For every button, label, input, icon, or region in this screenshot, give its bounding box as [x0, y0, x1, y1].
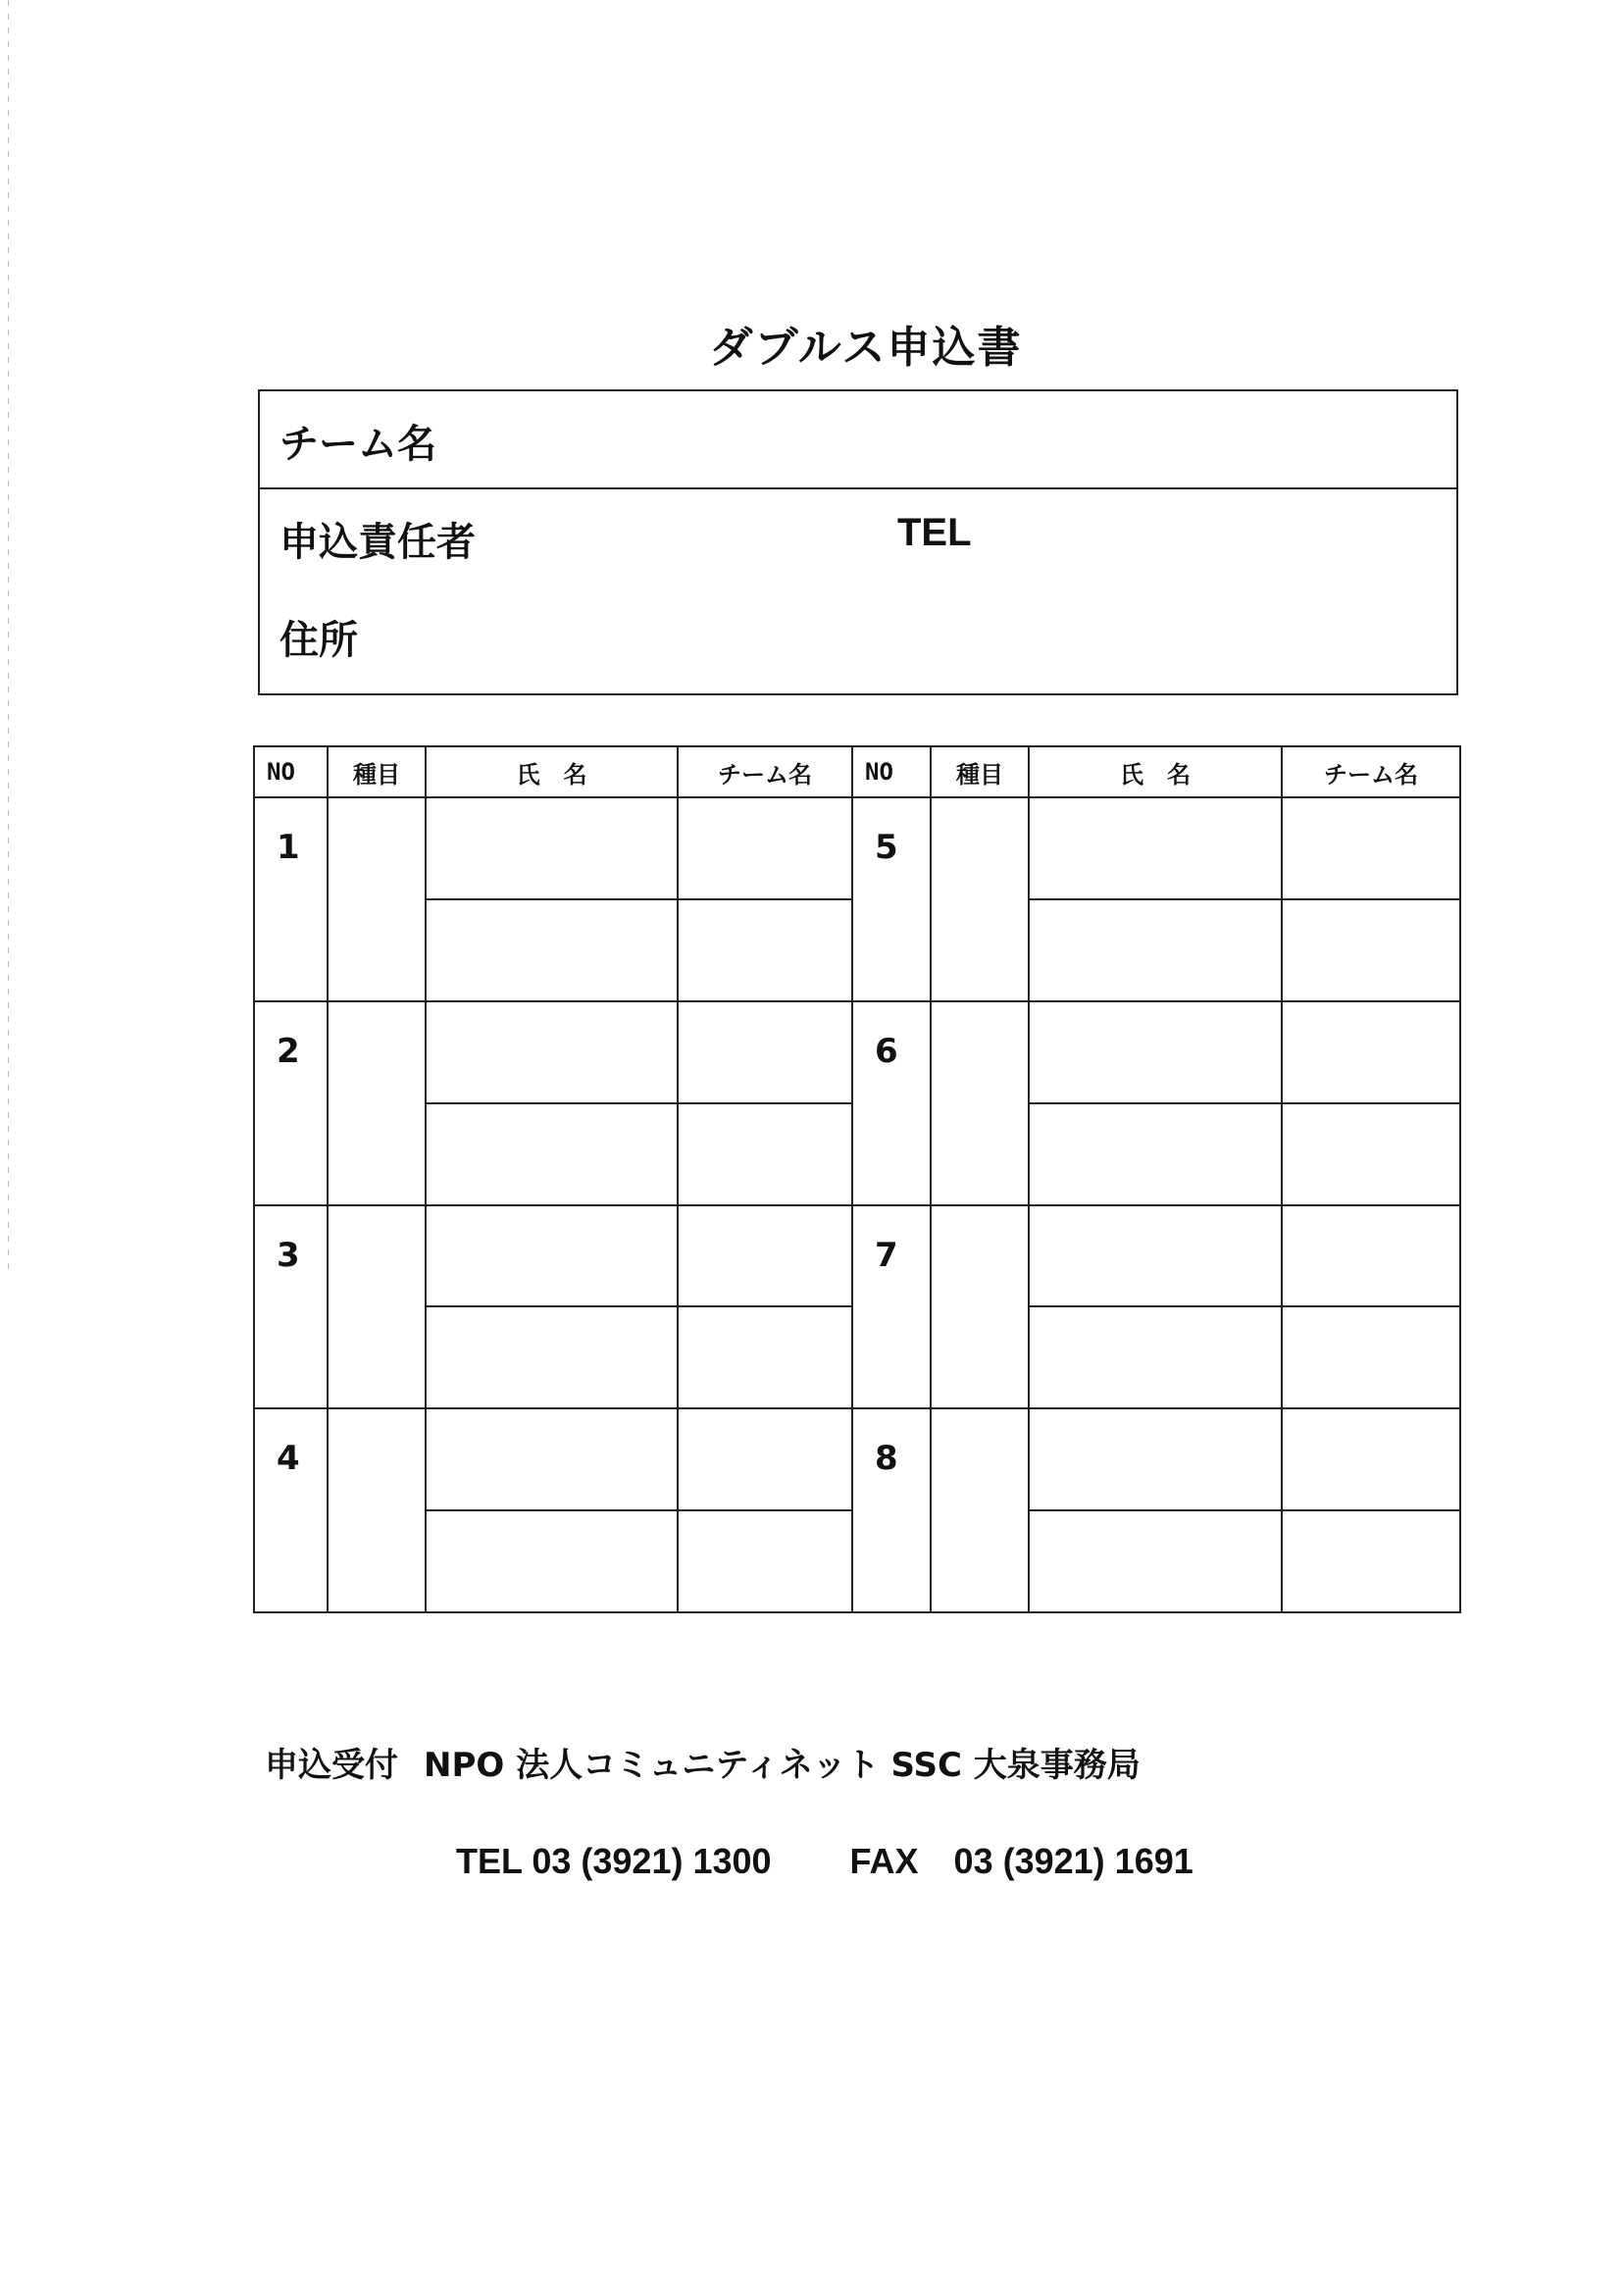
page-title: ダブルス申込書 — [709, 323, 1023, 373]
reception-label: 申込受付 — [265, 1746, 398, 1785]
team-name-label: チーム名 — [279, 422, 436, 467]
team-name-cell[interactable] — [1282, 899, 1460, 1001]
entry-number: 1 — [254, 797, 328, 1001]
entry-number: 7 — [852, 1205, 931, 1409]
team-name-cell[interactable] — [1282, 1205, 1460, 1307]
tel-number: TEL 03 (3921) 1300 — [456, 1841, 772, 1881]
table-row — [254, 1408, 1460, 1510]
player-name-cell[interactable] — [426, 797, 678, 899]
player-name-cell[interactable] — [426, 1103, 678, 1205]
event-cell[interactable] — [328, 1205, 426, 1409]
header-name: 氏 名 — [426, 746, 678, 797]
header-event: 種目 — [931, 746, 1029, 797]
header-team: チーム名 — [1282, 746, 1460, 797]
team-name-cell[interactable] — [1282, 1510, 1460, 1612]
event-cell[interactable] — [328, 1001, 426, 1205]
team-name-cell[interactable] — [1282, 1408, 1460, 1510]
header-event: 種目 — [328, 746, 426, 797]
header-name: 氏 名 — [1029, 746, 1282, 797]
team-name-cell[interactable] — [1282, 1103, 1460, 1205]
entry-number: 5 — [852, 797, 931, 1001]
table-row — [254, 797, 1460, 899]
team-name-cell[interactable] — [678, 1408, 852, 1510]
team-name-cell[interactable] — [1282, 1306, 1460, 1408]
player-name-cell[interactable] — [426, 899, 678, 1001]
player-name-cell[interactable] — [426, 1001, 678, 1103]
player-name-cell[interactable] — [426, 1510, 678, 1612]
player-name-cell[interactable] — [426, 1306, 678, 1408]
header-row — [254, 746, 1460, 797]
entry-number: 2 — [254, 1001, 328, 1205]
tel-label: TEL — [897, 511, 972, 554]
contact-line — [456, 1834, 1193, 1884]
address-label: 住所 — [279, 618, 358, 663]
player-name-cell[interactable] — [1029, 899, 1282, 1001]
player-name-cell[interactable] — [426, 1408, 678, 1510]
header-team: チーム名 — [678, 746, 852, 797]
event-cell[interactable] — [328, 1408, 426, 1612]
table-row — [254, 1001, 1460, 1103]
team-name-cell[interactable] — [678, 1001, 852, 1103]
reception-line — [265, 1738, 1141, 1786]
event-cell[interactable] — [931, 1205, 1029, 1409]
entry-number: 6 — [852, 1001, 931, 1205]
event-cell[interactable] — [328, 797, 426, 1001]
team-name-cell[interactable] — [678, 1510, 852, 1612]
event-cell[interactable] — [931, 1001, 1029, 1205]
event-cell[interactable] — [931, 1408, 1029, 1612]
player-name-cell[interactable] — [1029, 1103, 1282, 1205]
header-no: NO — [254, 746, 328, 797]
team-name-row — [260, 391, 1456, 489]
player-name-cell[interactable] — [1029, 1001, 1282, 1103]
team-name-cell[interactable] — [678, 1306, 852, 1408]
applicant-info-box — [258, 389, 1458, 695]
team-name-cell[interactable] — [678, 797, 852, 899]
player-name-cell[interactable] — [1029, 1510, 1282, 1612]
team-name-cell[interactable] — [678, 1103, 852, 1205]
entry-number: 3 — [254, 1205, 328, 1409]
entry-number: 4 — [254, 1408, 328, 1612]
player-name-cell[interactable] — [426, 1205, 678, 1307]
player-name-cell[interactable] — [1029, 797, 1282, 899]
team-name-cell[interactable] — [1282, 1001, 1460, 1103]
fax-number: FAX 03 (3921) 1691 — [849, 1841, 1193, 1881]
entry-table — [253, 745, 1461, 1613]
event-cell[interactable] — [931, 797, 1029, 1001]
organization-name: NPO 法人コミュニティネット SSC 大泉事務局 — [424, 1746, 1141, 1785]
entry-number: 8 — [852, 1408, 931, 1612]
scan-edge-mark — [8, 0, 9, 1275]
header-no: NO — [852, 746, 931, 797]
player-name-cell[interactable] — [1029, 1306, 1282, 1408]
table-row — [254, 1205, 1460, 1307]
player-name-cell[interactable] — [1029, 1408, 1282, 1510]
team-name-cell[interactable] — [678, 899, 852, 1001]
player-name-cell[interactable] — [1029, 1205, 1282, 1307]
team-name-cell[interactable] — [1282, 797, 1460, 899]
team-name-cell[interactable] — [678, 1205, 852, 1307]
responsible-person-label: 申込責任者 — [279, 520, 476, 565]
